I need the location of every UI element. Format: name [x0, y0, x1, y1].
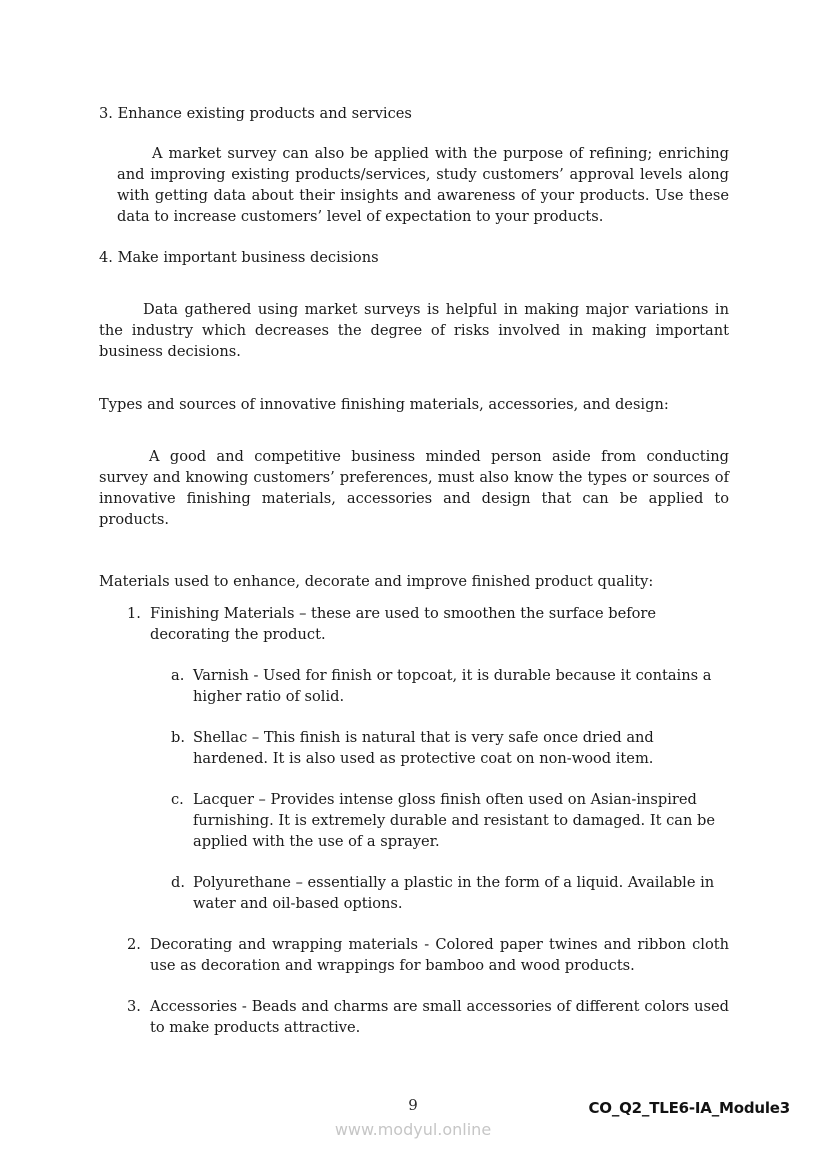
- sub-item-text: Shellac – This finish is natural that is very safe once dried and hardened. It is also used as protective coat on non-wood item.: [193, 729, 654, 767]
- list-item-text: Decorating and wrapping materials - Colored paper twines and ribbon cloth use as decoration and wrappings for bamboo and wood products.: [150, 936, 729, 974]
- list-item-decorating-materials: [99, 934, 729, 976]
- list-item-text: Accessories - Beads and charms are small accessories of different colors used to make products attractive.: [150, 998, 729, 1036]
- sub-item-text: Varnish - Used for finish or topcoat, it is durable because it contains a higher ratio of solid.: [193, 667, 712, 705]
- list-marker: a.: [171, 667, 185, 684]
- sub-item-lacquer: [99, 789, 729, 852]
- sub-item-varnish: [99, 665, 729, 707]
- materials-heading: Materials used to enhance, decorate and improve finished product quality:: [99, 573, 654, 590]
- page-number: 9: [408, 1096, 418, 1114]
- page-body: [99, 0, 729, 1038]
- sub-item-text: Lacquer – Provides intense gloss finish often used on Asian-inspired furnishing. It is extremely durable and resistant to damaged. It can be applied with the use of a sprayer.: [193, 791, 715, 850]
- list-item-text: Finishing Materials – these are used to smoothen the surface before decorating the product.: [150, 605, 656, 643]
- section-3-heading: 3. Enhance existing products and services: [99, 105, 412, 122]
- sub-item-text: Polyurethane – essentially a plastic in the form of a liquid. Available in water and oil-based options.: [193, 874, 715, 912]
- list-marker: b.: [171, 729, 185, 746]
- list-marker: c.: [171, 791, 184, 808]
- module-code: CO_Q2_TLE6-IA_Module3: [588, 1099, 790, 1117]
- section-4-heading: 4. Make important business decisions: [99, 249, 379, 266]
- list-item-accessories: [99, 996, 729, 1038]
- section-4-paragraph: Data gathered using market surveys is helpful in making major variations in the industry which decreases the degree of risks involved in making important business decisions.: [99, 301, 729, 360]
- list-marker: 1.: [127, 605, 141, 622]
- list-marker: 2.: [127, 936, 141, 953]
- list-marker: d.: [171, 874, 185, 891]
- list-marker: 3.: [127, 998, 141, 1015]
- section-3-paragraph: A market survey can also be applied with the purpose of refining; enriching and improving existing products/services, study customers’ approval levels along with getting data about their insights and awareness of your products. Use these data to increase customers’ level of expectation to your products.: [117, 145, 729, 225]
- sub-item-shellac: [99, 727, 729, 769]
- sub-item-polyurethane: [99, 872, 729, 914]
- list-item-finishing-materials: [99, 603, 729, 645]
- types-sources-heading: Types and sources of innovative finishing materials, accessories, and design:: [99, 396, 669, 413]
- watermark-url: www.modyul.online: [334, 1120, 492, 1139]
- types-sources-paragraph: A good and competitive business minded person aside from conducting survey and knowing customers’ preferences, must also know the types or sources of innovative finishing materials, accessories and design that can be applied to products.: [99, 448, 729, 528]
